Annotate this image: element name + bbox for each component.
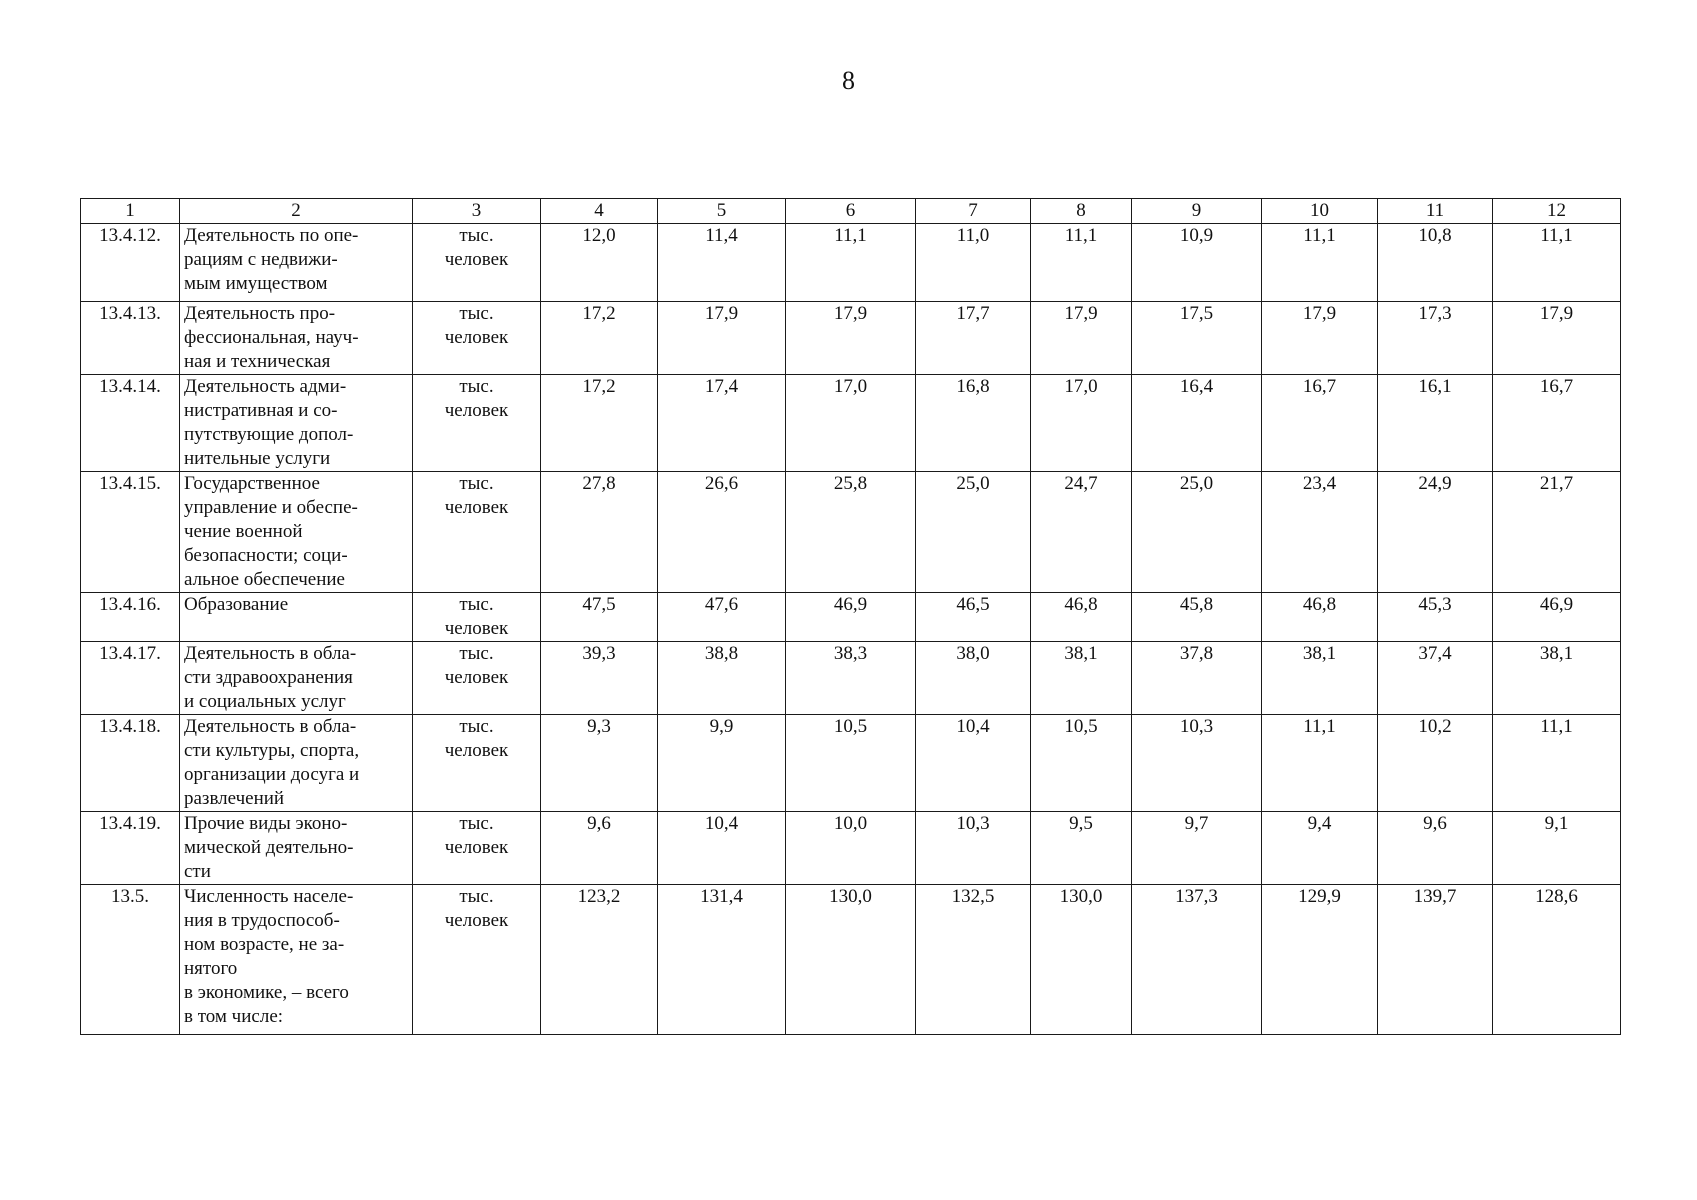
- table-row: [81, 302, 1621, 375]
- value-cell-col-11: 10,8: [1378, 224, 1493, 302]
- value-cell-col-4: 47,5: [541, 593, 658, 642]
- value-cell-col-4: 17,2: [541, 375, 658, 472]
- value-cell-col-4: 123,2: [541, 885, 658, 1035]
- value-cell-col-5: 26,6: [658, 472, 786, 593]
- value-cell-col-12: 128,6: [1493, 885, 1621, 1035]
- value-cell-col-7: 16,8: [916, 375, 1031, 472]
- value-cell-col-4: 12,0: [541, 224, 658, 302]
- value-cell-col-4: 27,8: [541, 472, 658, 593]
- value-cell-col-8: 38,1: [1031, 642, 1132, 715]
- value-cell-col-10: 11,1: [1262, 224, 1378, 302]
- unit-line: тыс.: [459, 643, 494, 664]
- value-cell-col-12: 11,1: [1493, 224, 1621, 302]
- value-cell-col-8: 46,8: [1031, 593, 1132, 642]
- unit-line: тыс.: [459, 376, 494, 397]
- indicator-name-line: рациям с недвижи-: [184, 249, 338, 270]
- value-cell-col-9: 25,0: [1132, 472, 1262, 593]
- column-header-9: 9: [1132, 199, 1262, 224]
- value-cell-col-7: 132,5: [916, 885, 1031, 1035]
- unit-line: тыс.: [459, 473, 494, 494]
- value-cell-col-10: 38,1: [1262, 642, 1378, 715]
- value-cell-col-11: 10,2: [1378, 715, 1493, 812]
- value-cell-col-6: 10,0: [786, 812, 916, 885]
- value-cell-col-6: 130,0: [786, 885, 916, 1035]
- row-unit: [413, 302, 541, 375]
- column-header-7: 7: [916, 199, 1031, 224]
- indicator-name-line: мым имуществом: [184, 273, 328, 294]
- row-indicator-name: [180, 715, 413, 812]
- value-cell-col-5: 131,4: [658, 885, 786, 1035]
- value-cell-col-6: 17,0: [786, 375, 916, 472]
- unit-line: тыс.: [459, 303, 494, 324]
- value-cell-col-10: 16,7: [1262, 375, 1378, 472]
- value-cell-col-5: 10,4: [658, 812, 786, 885]
- value-cell-col-11: 9,6: [1378, 812, 1493, 885]
- value-cell-col-12: 9,1: [1493, 812, 1621, 885]
- unit-line: человек: [444, 249, 509, 270]
- value-cell-col-11: 37,4: [1378, 642, 1493, 715]
- row-code: 13.4.15.: [81, 472, 180, 593]
- unit-line: человек: [444, 910, 509, 931]
- table-row: [81, 885, 1621, 1035]
- value-cell-col-11: 17,3: [1378, 302, 1493, 375]
- value-cell-col-9: 37,8: [1132, 642, 1262, 715]
- value-cell-col-5: 17,9: [658, 302, 786, 375]
- unit-line: человек: [444, 400, 509, 421]
- indicator-name-line: сти здравоохранения: [184, 667, 353, 688]
- value-cell-col-12: 16,7: [1493, 375, 1621, 472]
- value-cell-col-9: 17,5: [1132, 302, 1262, 375]
- unit-line: человек: [444, 667, 509, 688]
- value-cell-col-8: 10,5: [1031, 715, 1132, 812]
- row-unit: [413, 593, 541, 642]
- value-cell-col-10: 9,4: [1262, 812, 1378, 885]
- row-code: 13.4.19.: [81, 812, 180, 885]
- indicator-name-line: альное обеспечение: [184, 569, 345, 590]
- value-cell-col-12: 11,1: [1493, 715, 1621, 812]
- row-indicator-name: [180, 593, 413, 642]
- value-cell-col-8: 130,0: [1031, 885, 1132, 1035]
- row-indicator-name: [180, 472, 413, 593]
- column-header-4: 4: [541, 199, 658, 224]
- value-cell-col-5: 38,8: [658, 642, 786, 715]
- value-cell-col-7: 25,0: [916, 472, 1031, 593]
- value-cell-col-10: 11,1: [1262, 715, 1378, 812]
- column-header-10: 10: [1262, 199, 1378, 224]
- indicator-name-line: нительные услуги: [184, 448, 331, 469]
- value-cell-col-7: 46,5: [916, 593, 1031, 642]
- indicator-name-line: Деятельность адми-: [184, 376, 347, 397]
- value-cell-col-9: 137,3: [1132, 885, 1262, 1035]
- table-row: [81, 224, 1621, 302]
- value-cell-col-7: 11,0: [916, 224, 1031, 302]
- row-code: 13.4.18.: [81, 715, 180, 812]
- value-cell-col-12: 38,1: [1493, 642, 1621, 715]
- indicator-name-line: ном возрасте, не за-: [184, 934, 345, 955]
- value-cell-col-12: 46,9: [1493, 593, 1621, 642]
- value-cell-col-4: 9,3: [541, 715, 658, 812]
- unit-line: тыс.: [459, 716, 494, 737]
- value-cell-col-5: 47,6: [658, 593, 786, 642]
- value-cell-col-9: 16,4: [1132, 375, 1262, 472]
- indicator-name-line: мической деятельно-: [184, 837, 354, 858]
- unit-line: человек: [444, 327, 509, 348]
- value-cell-col-8: 17,9: [1031, 302, 1132, 375]
- row-indicator-name: [180, 302, 413, 375]
- value-cell-col-4: 17,2: [541, 302, 658, 375]
- indicator-name-line: сти культуры, спорта,: [184, 740, 360, 761]
- row-indicator-name: [180, 224, 413, 302]
- indicator-name-line: Деятельность про-: [184, 303, 336, 324]
- value-cell-col-5: 11,4: [658, 224, 786, 302]
- value-cell-col-8: 24,7: [1031, 472, 1132, 593]
- row-code: 13.4.12.: [81, 224, 180, 302]
- indicator-name-line: чение военной: [184, 521, 303, 542]
- value-cell-col-5: 9,9: [658, 715, 786, 812]
- column-header-2: 2: [180, 199, 413, 224]
- indicator-name-line: развлечений: [184, 788, 285, 809]
- value-cell-col-8: 9,5: [1031, 812, 1132, 885]
- table-row: [81, 472, 1621, 593]
- row-code: 13.5.: [81, 885, 180, 1035]
- indicator-name-line: фессиональная, науч-: [184, 327, 359, 348]
- indicator-name-line: сти: [184, 861, 211, 882]
- row-unit: [413, 812, 541, 885]
- row-indicator-name: [180, 642, 413, 715]
- value-cell-col-9: 10,3: [1132, 715, 1262, 812]
- value-cell-col-9: 45,8: [1132, 593, 1262, 642]
- value-cell-col-6: 10,5: [786, 715, 916, 812]
- value-cell-col-10: 46,8: [1262, 593, 1378, 642]
- column-header-11: 11: [1378, 199, 1493, 224]
- indicator-name-line: Прочие виды эконо-: [184, 813, 348, 834]
- value-cell-col-12: 17,9: [1493, 302, 1621, 375]
- page-number: 8: [842, 66, 855, 95]
- row-unit: [413, 375, 541, 472]
- value-cell-col-6: 46,9: [786, 593, 916, 642]
- value-cell-col-5: 17,4: [658, 375, 786, 472]
- value-cell-col-11: 139,7: [1378, 885, 1493, 1035]
- row-code: 13.4.17.: [81, 642, 180, 715]
- value-cell-col-7: 38,0: [916, 642, 1031, 715]
- unit-line: тыс.: [459, 594, 494, 615]
- unit-line: человек: [444, 837, 509, 858]
- table-row: [81, 812, 1621, 885]
- value-cell-col-6: 25,8: [786, 472, 916, 593]
- indicator-name-line: в экономике, – всего: [184, 982, 349, 1003]
- row-unit: [413, 472, 541, 593]
- value-cell-col-11: 24,9: [1378, 472, 1493, 593]
- indicator-name-line: Численность населе-: [184, 886, 354, 907]
- value-cell-col-8: 11,1: [1031, 224, 1132, 302]
- value-cell-col-7: 10,4: [916, 715, 1031, 812]
- value-cell-col-7: 17,7: [916, 302, 1031, 375]
- table-row: [81, 375, 1621, 472]
- indicator-name-line: нистративная и со-: [184, 400, 338, 421]
- indicator-name-line: Государственное: [184, 473, 320, 494]
- indicator-name-line: и социальных услуг: [184, 691, 346, 712]
- row-indicator-name: [180, 375, 413, 472]
- table-row: [81, 642, 1621, 715]
- unit-line: человек: [444, 497, 509, 518]
- indicator-name-line: безопасности; соци-: [184, 545, 348, 566]
- unit-line: тыс.: [459, 813, 494, 834]
- column-header-3: 3: [413, 199, 541, 224]
- value-cell-col-9: 10,9: [1132, 224, 1262, 302]
- value-cell-col-4: 39,3: [541, 642, 658, 715]
- value-cell-col-9: 9,7: [1132, 812, 1262, 885]
- unit-line: тыс.: [459, 886, 494, 907]
- indicator-name-line: Деятельность в обла-: [184, 716, 357, 737]
- value-cell-col-12: 21,7: [1493, 472, 1621, 593]
- indicator-name-line: путствующие допол-: [184, 424, 354, 445]
- value-cell-col-10: 17,9: [1262, 302, 1378, 375]
- indicator-name-line: управление и обеспе-: [184, 497, 358, 518]
- value-cell-col-11: 16,1: [1378, 375, 1493, 472]
- row-unit: [413, 715, 541, 812]
- table-row: [81, 593, 1621, 642]
- indicator-name-line: в том числе:: [184, 1006, 284, 1027]
- value-cell-col-6: 38,3: [786, 642, 916, 715]
- column-header-6: 6: [786, 199, 916, 224]
- indicator-name-line: Деятельность по опе-: [184, 225, 359, 246]
- row-code: 13.4.13.: [81, 302, 180, 375]
- header-row: [81, 199, 1621, 224]
- row-indicator-name: [180, 812, 413, 885]
- value-cell-col-6: 17,9: [786, 302, 916, 375]
- unit-line: человек: [444, 740, 509, 761]
- column-header-8: 8: [1031, 199, 1132, 224]
- indicator-name-line: Деятельность в обла-: [184, 643, 357, 664]
- indicator-name-line: организации досуга и: [184, 764, 360, 785]
- column-header-12: 12: [1493, 199, 1621, 224]
- unit-line: человек: [444, 618, 509, 639]
- row-indicator-name: [180, 885, 413, 1035]
- unit-line: тыс.: [459, 225, 494, 246]
- column-header-5: 5: [658, 199, 786, 224]
- row-unit: [413, 885, 541, 1035]
- value-cell-col-10: 129,9: [1262, 885, 1378, 1035]
- row-unit: [413, 642, 541, 715]
- indicator-name-line: нятого: [184, 958, 238, 979]
- column-header-1: 1: [81, 199, 180, 224]
- value-cell-col-4: 9,6: [541, 812, 658, 885]
- row-code: 13.4.16.: [81, 593, 180, 642]
- table-row: [81, 715, 1621, 812]
- indicator-name-line: ния в трудоспособ-: [184, 910, 340, 931]
- value-cell-col-7: 10,3: [916, 812, 1031, 885]
- value-cell-col-11: 45,3: [1378, 593, 1493, 642]
- table-body: [81, 224, 1621, 1035]
- row-unit: [413, 224, 541, 302]
- value-cell-col-8: 17,0: [1031, 375, 1132, 472]
- indicator-name-line: Образование: [184, 594, 289, 615]
- value-cell-col-10: 23,4: [1262, 472, 1378, 593]
- value-cell-col-6: 11,1: [786, 224, 916, 302]
- statistics-table: [80, 198, 1621, 1035]
- indicator-name-line: ная и техническая: [184, 351, 331, 372]
- row-code: 13.4.14.: [81, 375, 180, 472]
